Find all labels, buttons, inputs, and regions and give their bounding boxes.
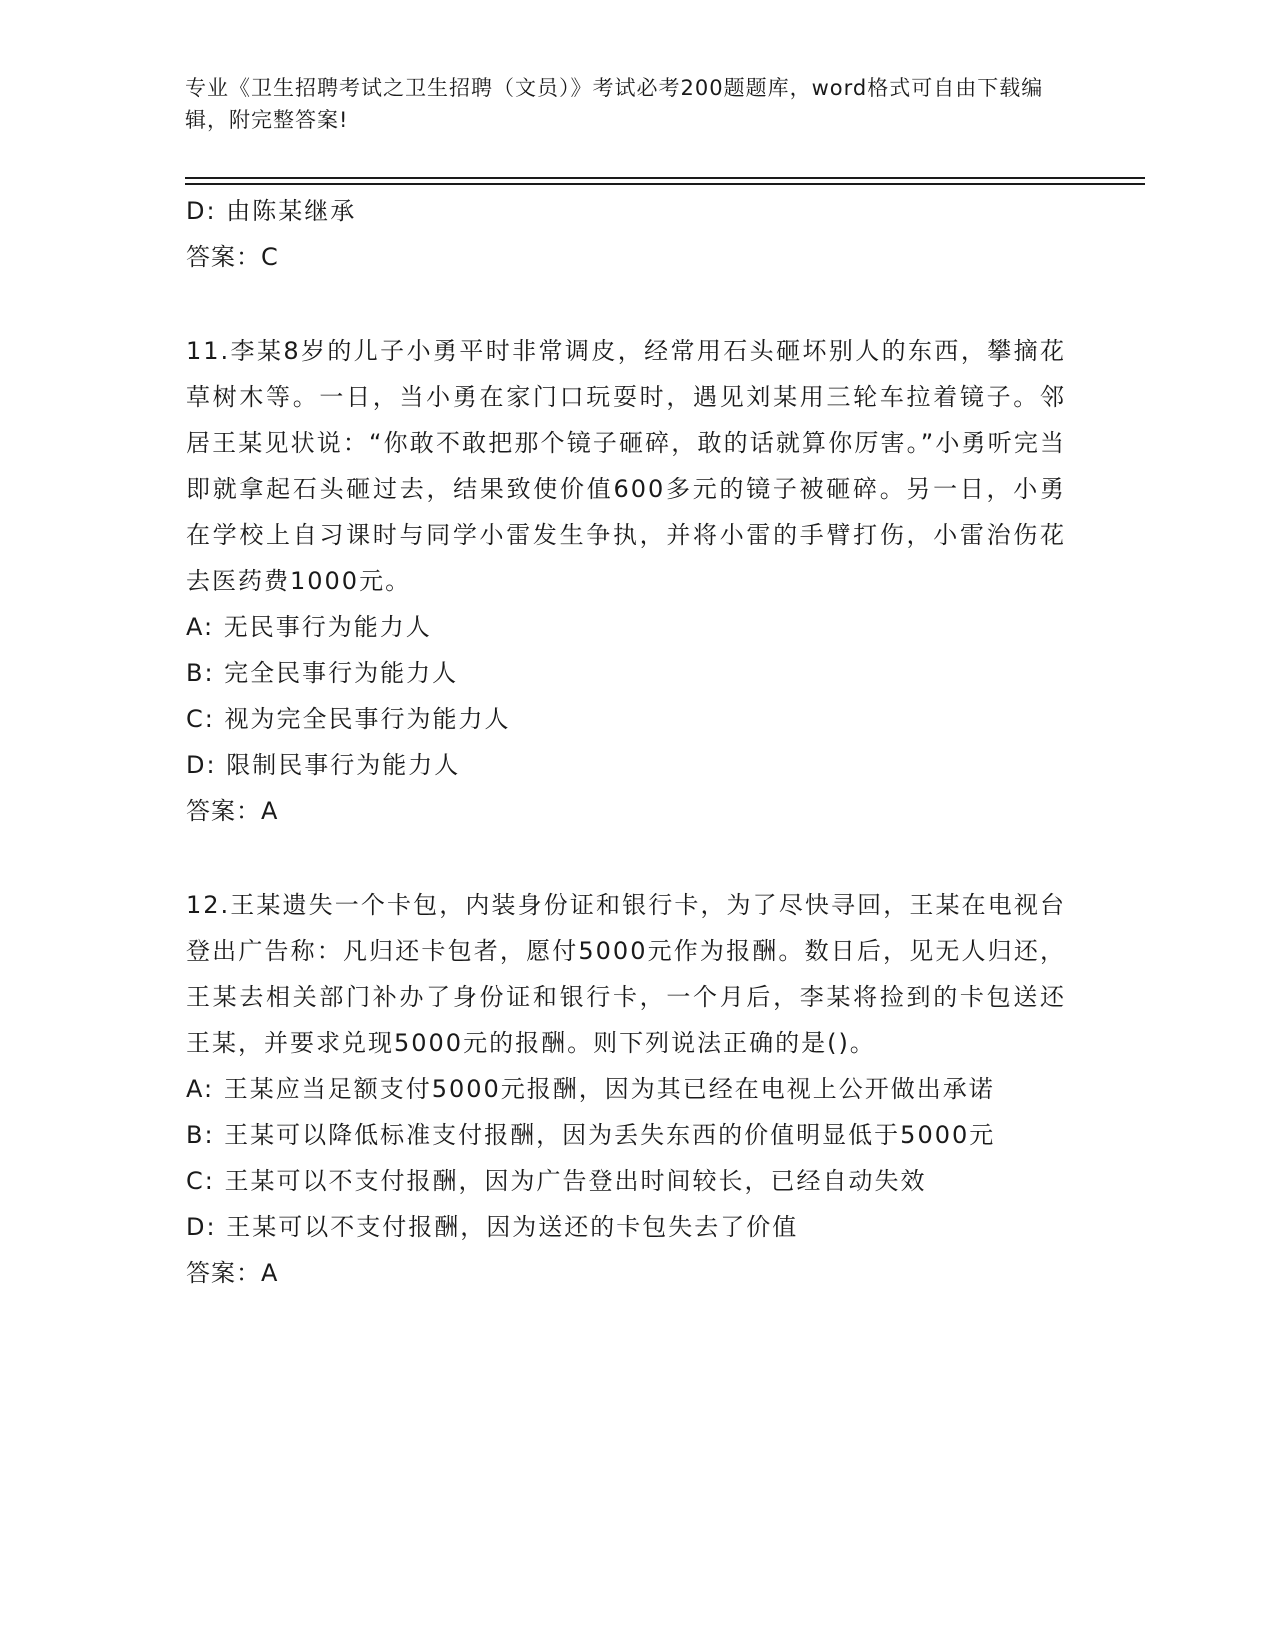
header-rule-top [185, 177, 1145, 179]
question-11-stem: 11.李某8岁的儿子小勇平时非常调皮，经常用石头砸坏别人的东西，攀摘花草树木等。一日，当小勇在家门口玩耍时，遇见刘某用三轮车拉着镜子。邻居王某见状说：“你敢不敢把那个镜子砸碎，敢的话就算你厉害。”小勇听完当即就拿起石头砸过去，结果致使价值600多元的镜子被砸碎。另一日，小勇在学校上自习课时与同学小雷发生争执，并将小雷的手臂打伤，小雷治伤花去医药费1000元。 [186, 337, 1066, 595]
question-content [186, 188, 1066, 1296]
question-12-option-a: A: 王某应当足额支付5000元报酬，因为其已经在电视上公开做出承诺 [186, 1075, 995, 1103]
page-header: 专业《卫生招聘考试之卫生招聘（文员）》考试必考200题题库，word格式可自由下载编辑，附完整答案! [185, 76, 1044, 132]
spacer [186, 280, 1066, 328]
question-11-option-d: D: 限制民事行为能力人 [186, 751, 461, 779]
question-12-stem: 12.王某遗失一个卡包，内装身份证和银行卡，为了尽快寻回，王某在电视台登出广告称：凡归还卡包者，愿付5000元作为报酬。数日后，见无人归还，王某去相关部门补办了身份证和银行卡，一个月后，李某将捡到的卡包送还王某，并要求兑现5000元的报酬。则下列说法正确的是()。 [186, 891, 1066, 1057]
question-12-option-b: B: 王某可以降低标准支付报酬，因为丢失东西的价值明显低于5000元 [186, 1121, 996, 1149]
prev-answer: 答案：C [186, 243, 279, 271]
header-rule-bottom [185, 183, 1145, 185]
question-11-option-c: C: 视为完全民事行为能力人 [186, 705, 511, 733]
question-11-answer: 答案：A [186, 797, 279, 825]
question-11-option-b: B: 完全民事行为能力人 [186, 659, 459, 687]
prev-option-d: D: 由陈某继承 [186, 197, 357, 225]
question-12-answer: 答案：A [186, 1259, 279, 1287]
question-12-option-c: C: 王某可以不支付报酬，因为广告登出时间较长，已经自动失效 [186, 1167, 927, 1195]
question-12-option-d: D: 王某可以不支付报酬，因为送还的卡包失去了价值 [186, 1213, 799, 1241]
spacer [186, 834, 1066, 882]
question-11-option-a: A: 无民事行为能力人 [186, 613, 432, 641]
